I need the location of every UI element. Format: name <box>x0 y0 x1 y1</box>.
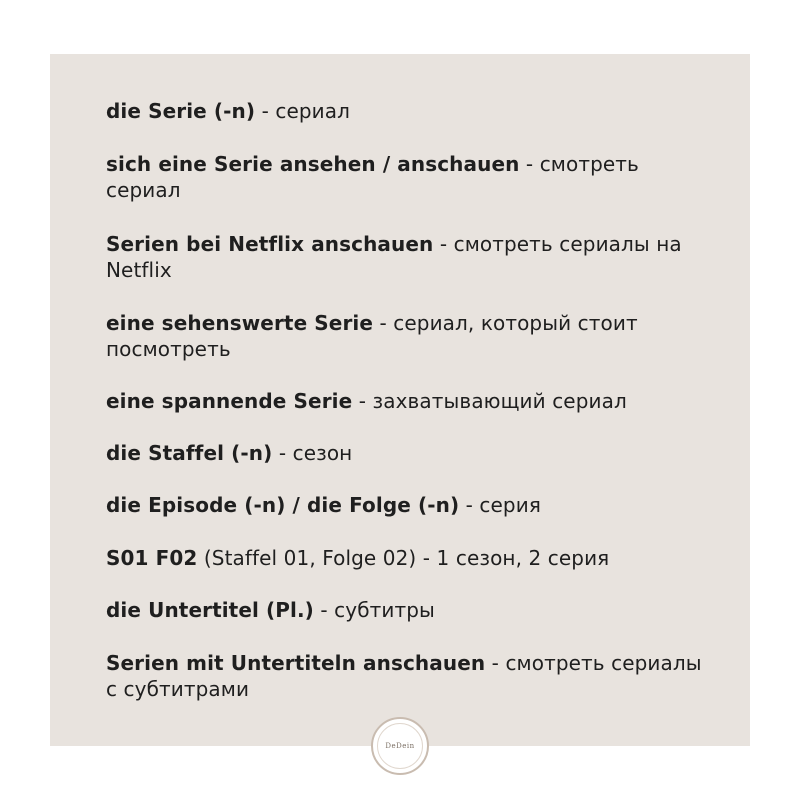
separator: - <box>272 441 293 465</box>
vocab-entry <box>106 650 706 702</box>
separator: - <box>373 311 394 335</box>
brand-logo <box>371 717 429 775</box>
logo-text: DeDein <box>385 742 415 750</box>
logo-ring <box>377 723 423 769</box>
german-term: S01 F02 <box>106 546 198 570</box>
vocab-entry <box>106 231 706 283</box>
translation: субтитры <box>334 598 435 622</box>
separator: - <box>433 232 454 256</box>
translation: смотреть сериалы с субтитрами <box>106 651 702 701</box>
separator: - <box>459 493 480 517</box>
vocab-entry <box>106 440 706 466</box>
translation: серия <box>479 493 541 517</box>
german-term: die Staffel (-n) <box>106 441 273 465</box>
german-term: Serien mit Untertiteln anschauen <box>106 651 486 675</box>
separator: - <box>352 389 373 413</box>
german-term: eine sehenswerte Serie <box>106 311 374 335</box>
translation: (Staffel 01, Folge 02) - 1 сезон, 2 серия <box>203 546 610 570</box>
translation: захватывающий сериал <box>372 389 627 413</box>
separator: - <box>313 598 335 622</box>
translation: сезон <box>292 441 353 465</box>
german-term: sich eine Serie ansehen / anschauen <box>106 152 520 176</box>
vocab-entry <box>106 98 706 124</box>
translation: смотреть сериал <box>106 152 639 202</box>
translation: сериал <box>275 99 351 123</box>
german-term: die Serie (-n) <box>106 99 256 123</box>
german-term: die Untertitel (Pl.) <box>106 598 314 622</box>
german-term: die Episode (-n) / die Folge (-n) <box>106 493 460 517</box>
german-term: eine spannende Serie <box>106 389 353 413</box>
vocab-entry <box>106 151 706 203</box>
vocab-entry <box>106 545 706 571</box>
separator: - <box>485 651 506 675</box>
translation: смотреть сериалы на Netflix <box>106 232 682 282</box>
german-term: Serien bei Netflix anschauen <box>106 232 434 256</box>
translation: сериал, который стоит посмотреть <box>106 311 638 361</box>
vocab-entry <box>106 310 706 362</box>
separator: - <box>519 152 540 176</box>
separator: - <box>255 99 276 123</box>
vocab-entry <box>106 388 706 414</box>
vocab-entry <box>106 597 706 623</box>
vocab-entry <box>106 492 706 518</box>
